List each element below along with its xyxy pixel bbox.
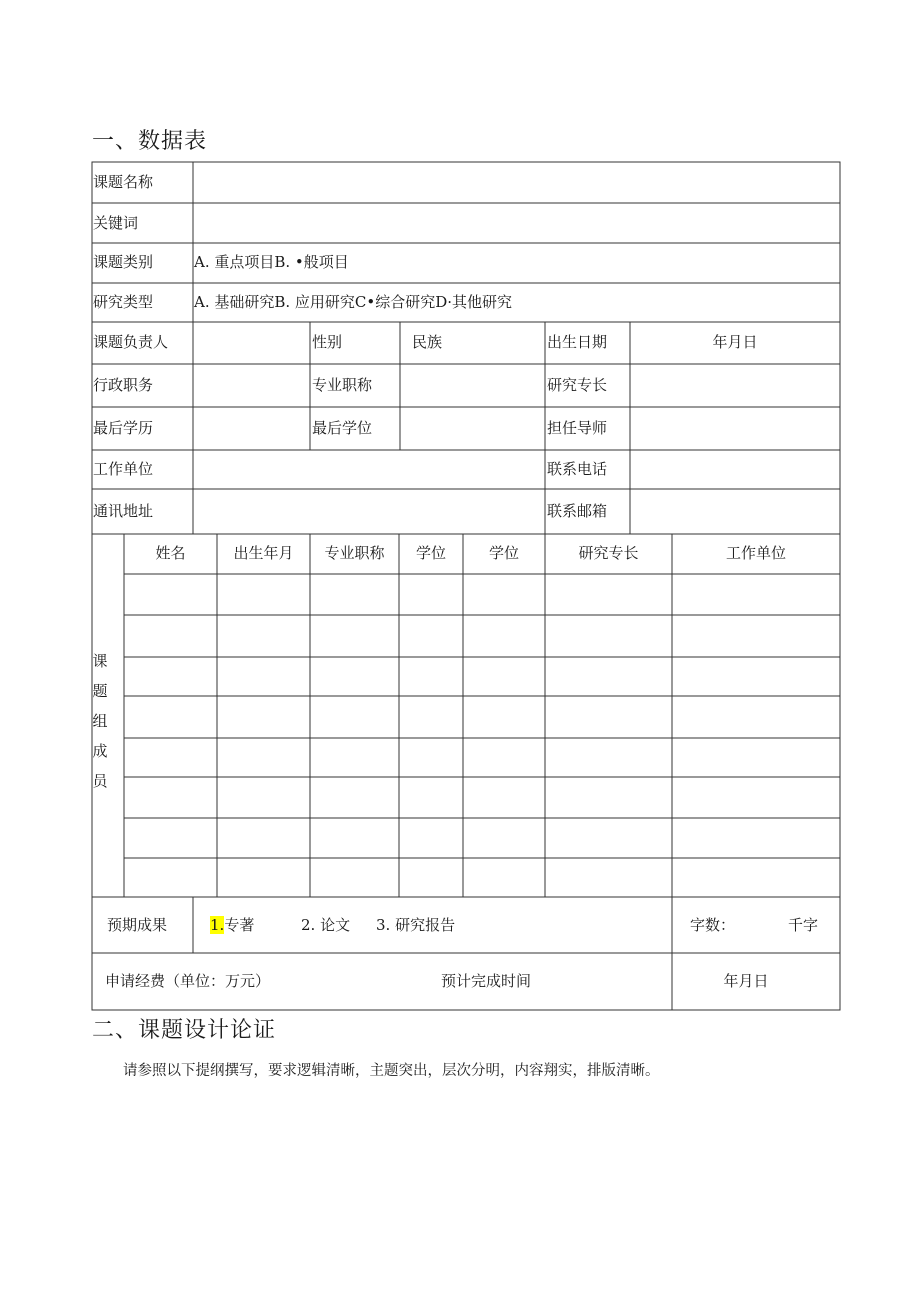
members-header-work-unit: 工作单位 (725, 544, 786, 562)
project-name-field[interactable] (196, 165, 836, 200)
work-unit-field[interactable] (196, 453, 542, 486)
members-header-degree-2: 学位 (488, 544, 519, 562)
category-options[interactable]: A. 重点项目B. •般项目 (194, 253, 349, 271)
education-field[interactable] (196, 410, 307, 447)
prof-title-label: 专业职称 (312, 376, 373, 394)
word-count-label: 字数： (690, 916, 736, 934)
outcome-option-1-text: 专著 (224, 916, 255, 934)
research-specialty-field[interactable] (633, 367, 837, 404)
members-row[interactable] (124, 858, 840, 897)
completion-date-field[interactable]: 年月日 (723, 972, 769, 990)
funding-field[interactable] (280, 960, 430, 1004)
category-label: 课题类别 (93, 253, 154, 271)
word-count-field[interactable] (736, 905, 786, 945)
supervisor-label: 担任导师 (547, 419, 608, 437)
work-unit-label: 工作单位 (93, 460, 154, 478)
members-group-label (91, 646, 109, 796)
section1-title: 一、数据表 (92, 129, 208, 154)
research-specialty-label: 研究专长 (547, 376, 608, 394)
members-row[interactable] (124, 657, 840, 696)
members-row[interactable] (124, 818, 840, 858)
degree-label: 最后学位 (312, 419, 373, 437)
email-field[interactable] (633, 492, 837, 531)
word-count-unit: 千字 (788, 916, 819, 934)
outcome-option-1-number: 1. (210, 916, 225, 934)
funding-label: 申请经费（单位：万元） (105, 972, 271, 990)
members-header-name: 姓名 (155, 544, 186, 562)
keywords-label: 关键词 (93, 214, 139, 232)
outcome-option-2[interactable]: 2. 论文 (301, 916, 351, 934)
research-type-label: 研究类型 (93, 293, 154, 311)
phone-field[interactable] (633, 453, 837, 486)
group-label-char: 课 (92, 652, 108, 670)
prof-title-field[interactable] (403, 367, 542, 404)
group-label-char: 成 (92, 742, 108, 760)
completion-label: 预计完成时间 (441, 972, 532, 990)
supervisor-field[interactable] (633, 410, 837, 447)
birthdate-field[interactable]: 年月日 (712, 333, 758, 351)
members-header-birth: 出生年月 (233, 544, 294, 562)
leader-label: 课题负责人 (93, 333, 169, 351)
project-name-label: 课题名称 (93, 173, 154, 191)
gender-field[interactable] (348, 325, 397, 361)
outcome-option-3[interactable]: 3. 研究报告 (376, 916, 456, 934)
admin-post-field[interactable] (196, 367, 307, 404)
members-row[interactable] (124, 777, 840, 818)
ethnicity-field[interactable] (448, 325, 542, 361)
members-header-specialty: 研究专长 (578, 544, 639, 562)
outcomes-label: 预期成果 (107, 916, 168, 934)
leader-field[interactable] (196, 325, 307, 361)
email-label: 联系邮箱 (547, 502, 608, 520)
group-label-char: 组 (92, 712, 108, 730)
members-header-title: 专业职称 (324, 544, 385, 562)
ethnicity-label: 民族 (412, 333, 443, 351)
education-label: 最后学历 (93, 419, 154, 437)
group-label-char: 员 (92, 772, 108, 790)
address-label: 通讯地址 (93, 502, 154, 520)
outcome-option-1[interactable] (210, 918, 254, 933)
gender-label: 性别 (312, 333, 343, 351)
members-row[interactable] (124, 696, 840, 738)
members-row[interactable] (124, 574, 840, 615)
research-type-options[interactable]: A. 基础研究B. 应用研究C•综合研究D·其他研究 (194, 293, 513, 311)
section2-instructions: 请参照以下提纲撰写，要求逻辑清晰，主题突出，层次分明，内容翔实，排版清晰。 (123, 1063, 660, 1079)
keywords-field[interactable] (196, 206, 836, 240)
section2-title: 二、课题设计论证 (92, 1018, 277, 1043)
birthdate-label: 出生日期 (547, 333, 608, 351)
group-label-char: 题 (92, 682, 108, 700)
degree-field[interactable] (403, 410, 542, 447)
phone-label: 联系电话 (547, 460, 608, 478)
address-field[interactable] (196, 492, 542, 531)
members-header-degree: 学位 (415, 544, 446, 562)
admin-post-label: 行政职务 (93, 376, 154, 394)
members-row[interactable] (124, 738, 840, 777)
members-row[interactable] (124, 615, 840, 657)
